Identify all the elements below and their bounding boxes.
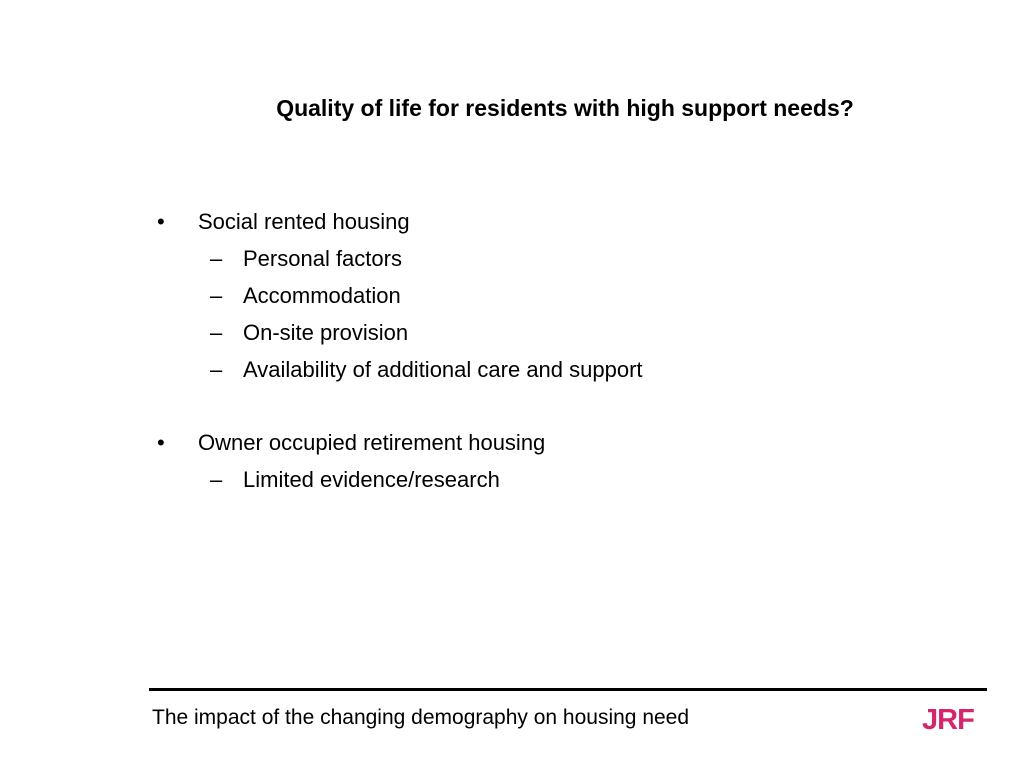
sub-marker: – — [210, 357, 223, 382]
sub-marker: – — [210, 467, 223, 492]
sub-item — [157, 314, 643, 351]
bullet-marker: • — [157, 430, 165, 455]
sub-marker: – — [210, 320, 223, 345]
bullet-text: Social rented housing — [198, 209, 410, 234]
bullet-text: Owner occupied retirement housing — [198, 430, 546, 455]
sub-text: On-site provision — [243, 320, 409, 345]
sub-text: Limited evidence/research — [243, 467, 500, 492]
sub-list — [157, 240, 643, 388]
slide-title: Quality of life for residents with high support needs? — [276, 95, 854, 121]
footer-text: The impact of the changing demography on housing need — [152, 706, 690, 729]
sub-text: Personal factors — [243, 246, 402, 271]
sub-item — [157, 461, 643, 498]
sub-text: Availability of additional care and support — [243, 357, 643, 382]
sub-marker: – — [210, 246, 223, 271]
bullet-list — [157, 203, 643, 498]
sub-marker: – — [210, 283, 223, 308]
sub-list — [157, 461, 643, 498]
bullet-marker: • — [157, 209, 165, 234]
sub-text: Accommodation — [243, 283, 401, 308]
sub-item — [157, 277, 643, 314]
bullet-item — [157, 424, 643, 498]
sub-item — [157, 351, 643, 388]
sub-item — [157, 240, 643, 277]
bullet-item — [157, 203, 643, 388]
footer-divider — [149, 688, 987, 691]
jrf-logo: JRF — [922, 704, 974, 736]
